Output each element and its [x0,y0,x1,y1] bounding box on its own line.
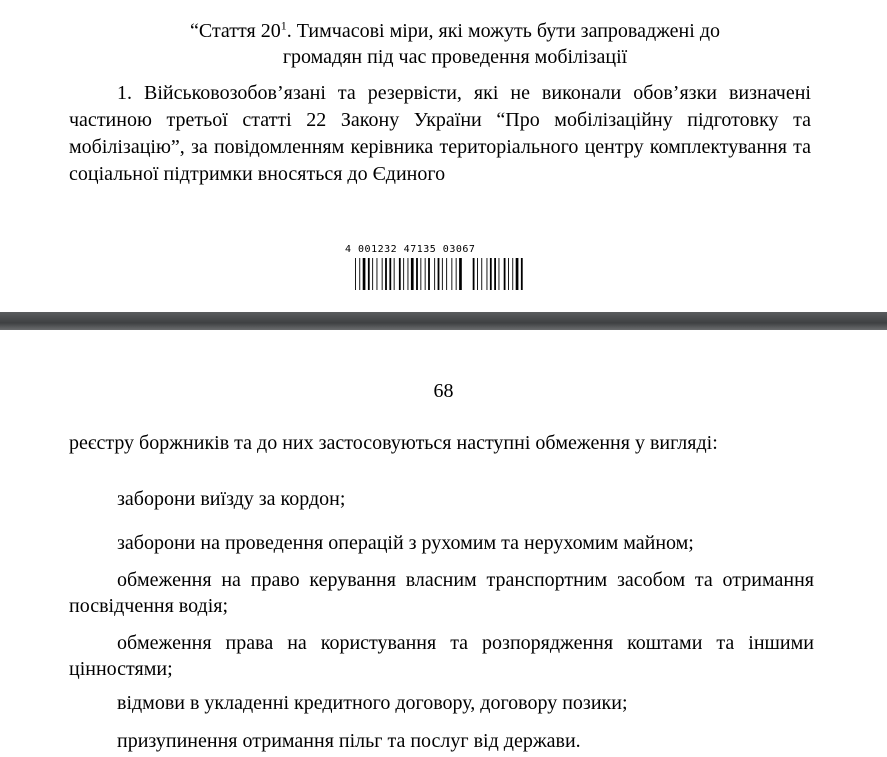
article-title-suffix: . Тимчасові міри, які можуть бути запроваджені до [286,20,720,42]
article-number-superscript: 1 [280,18,287,33]
barcode-bar [442,258,443,290]
barcode-bar [394,258,395,290]
barcode-bar [399,258,401,290]
barcode-bar [377,258,378,290]
barcode-bar [408,258,409,290]
page-separator [0,312,887,330]
barcode-bar [456,258,457,290]
barcode-bar [420,258,421,290]
barcode-bar [411,258,414,290]
list-item: заборони виїзду за кордон; [117,488,346,510]
article-title [95,18,815,70]
paragraph-1: 1. Військовозобов’язані та резервісти, які не виконали обов’язки визначені частиною третьої статті 22 Закону України “Про мобілізаційну підготовку та мобілізацію”, за повідомленням керівника територіального центру комплектування та соціальної підтримки вносяться до Єдиного [69,82,811,185]
barcode-bar [451,258,452,290]
list-item: заборони на проведення операцій з рухомим та нерухомим майном; [117,532,694,554]
barcode-bar [428,258,430,290]
barcode-bar [481,258,482,290]
barcode-bar [521,258,523,290]
barcode-bar [434,258,435,290]
barcode-bar [425,258,426,290]
list-item: обмеження права на користування та розпорядження коштами та іншими цінностями; [69,632,814,680]
barcode-bar [403,258,404,290]
article-title-prefix: “Стаття 20 [189,20,281,42]
barcode-bar [446,258,447,290]
barcode-bar [499,258,500,290]
barcode-bar [438,258,440,290]
barcode-bar [363,258,366,290]
document-page-top [0,0,887,312]
barcode-bar [516,258,519,290]
page-number: 68 [433,380,454,402]
list-item: призупинення отримання пільг та послуг від держави. [117,730,581,752]
barcode-bar [416,258,418,290]
barcode-bar [389,258,391,290]
barcode-bar [385,258,387,290]
paragraph-continuation: реєстру боржників та до них застосовуються наступні обмеження у вигляді: [69,432,718,454]
barcode-bar [473,258,475,290]
barcode-bar [508,258,509,290]
list-item: відмови в укладенні кредитного договору, договору позики; [117,692,628,714]
barcode-bar [477,258,478,290]
barcode-bar [382,258,383,290]
barcode-bar [459,258,462,290]
barcode-bar [372,258,373,290]
article-title-line-1 [95,18,815,44]
article-title-line-2: громадян під час проведення мобілізації [282,46,628,68]
barcode-bar [355,258,356,290]
barcode-bar [494,258,496,290]
barcode [345,244,525,292]
barcode-bar [359,258,360,290]
barcode-bars [353,258,523,290]
barcode-bar [368,258,370,290]
barcode-bar [512,258,513,290]
barcode-bar [490,258,492,290]
barcode-bar [504,258,506,290]
barcode-digits: 4 001232 47135 03067 [345,244,476,255]
list-item: обмеження на право керування власним транспортним засобом та отримання посвідчення водія; [69,569,814,617]
barcode-bar [487,258,488,290]
